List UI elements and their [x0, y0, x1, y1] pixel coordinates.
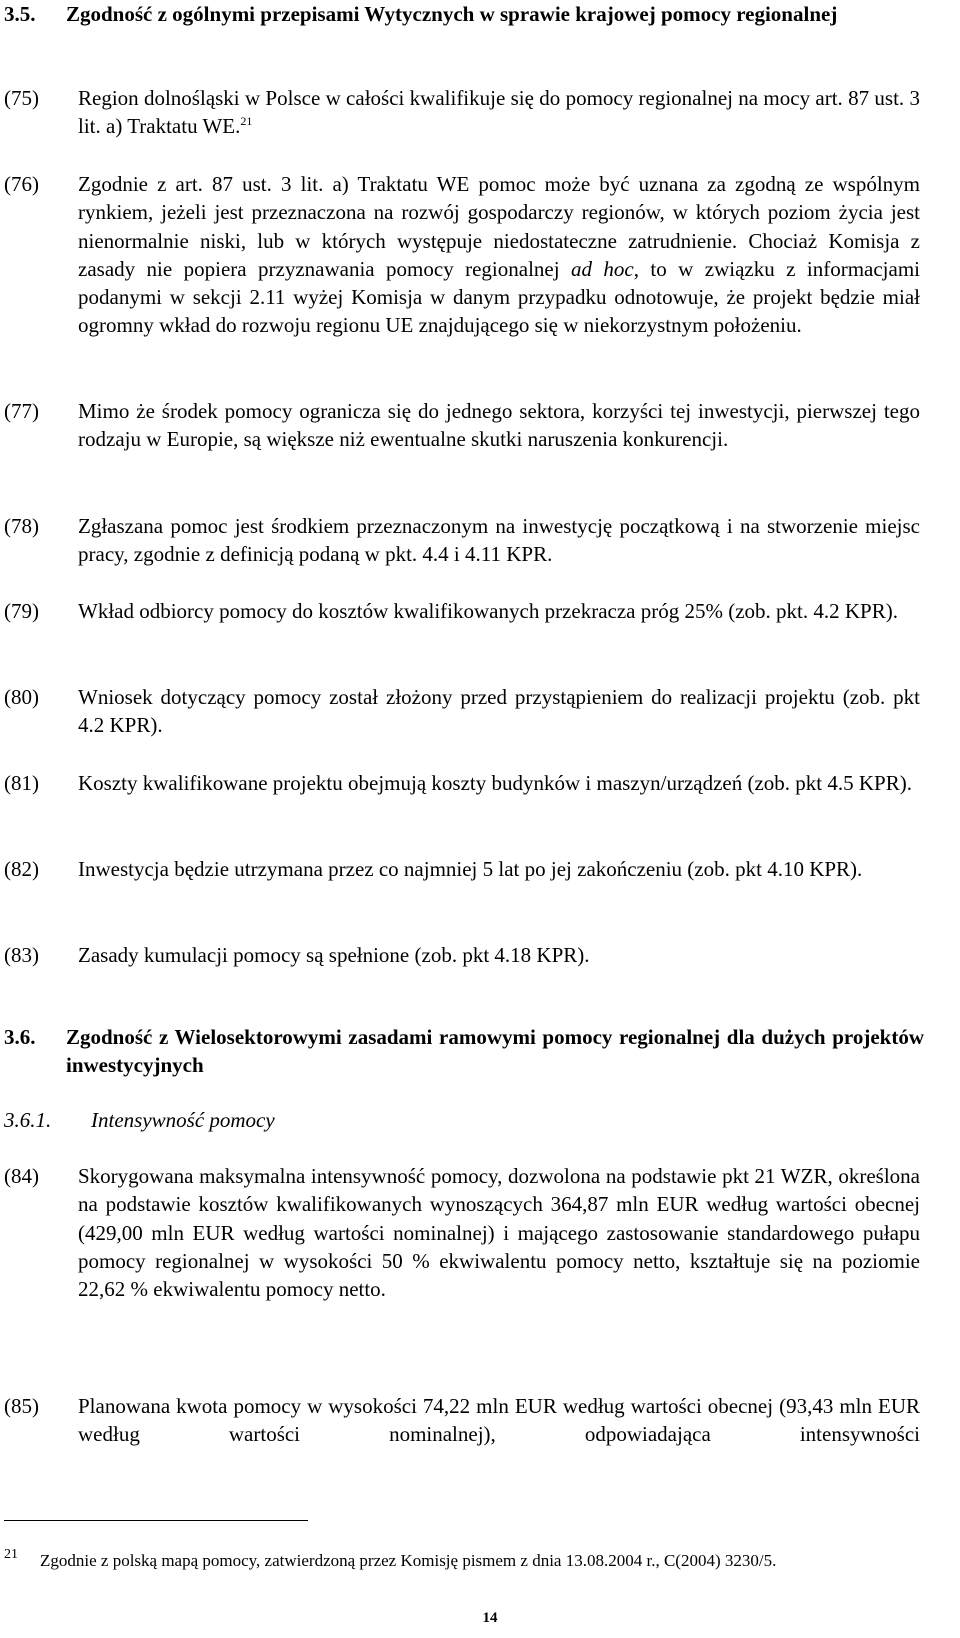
footnote-reference[interactable]: 21: [240, 114, 253, 129]
paragraph-number: (82): [4, 857, 39, 881]
paragraph-number: (85): [4, 1394, 39, 1418]
paragraph-76: [4, 170, 920, 340]
paragraph-text: Inwestycja będzie utrzymana przez co najmniej 5 lat po jej zakończeniu (zob. pkt 4.10 KPR).: [78, 857, 863, 881]
subsection-heading-3-6-1: [4, 1106, 904, 1134]
section-number: 3.5.: [4, 2, 36, 26]
footnote-text: Zgodnie z polską mapą pomocy, zatwierdzoną przez Komisję pismem z dnia 13.08.2004 r., C(2004) 3230/5.: [40, 1551, 777, 1570]
section-heading-3-6: [4, 1023, 924, 1079]
paragraph-number: (75): [4, 86, 39, 110]
paragraph-number: (81): [4, 771, 39, 795]
paragraph-75-text: Region dolnośląski w Polsce w całości kwalifikuje się do pomocy regionalnej na mocy art. 87 ust. 3 lit. a) Traktatu WE.: [78, 86, 920, 139]
paragraph-text: Skorygowana maksymalna intensywność pomocy, dozwolona na podstawie pkt 21 WZR, określona na podstawie kosztów kwalifikowanych wynoszących 364,87 mln EUR według wartości obecnej (429,00 mln EUR według wartości nominalnej) i mającego zastosowanie standardowego pułapu pomocy regionalnej w wysokości 50 % ekwiwalentu pomocy netto, kształtuje się na poziomie 22,62 % ekwiwalentu pomocy netto.: [78, 1164, 920, 1302]
paragraph-number: (80): [4, 685, 39, 709]
footnote-separator: [4, 1520, 308, 1521]
subsection-title: Intensywność pomocy: [91, 1108, 275, 1132]
paragraph-text: Wkład odbiorcy pomocy do kosztów kwalifikowanych przekracza próg 25% (zob. pkt. 4.2 KPR).: [78, 599, 898, 623]
section-number: 3.6.: [4, 1025, 36, 1049]
subsection-number: 3.6.1.: [4, 1108, 52, 1132]
paragraph-text: [78, 84, 920, 141]
paragraph-79: [4, 597, 920, 625]
paragraph-80: [4, 683, 920, 740]
paragraph-number: (84): [4, 1164, 39, 1188]
paragraph-number: (83): [4, 943, 39, 967]
italic-term: ad hoc: [571, 256, 634, 281]
paragraph-text: Planowana kwota pomocy w wysokości 74,22 mln EUR według wartości obecnej (93,43 mln EUR według wartości nominalnej), odpowiadająca intensywności: [78, 1394, 920, 1447]
paragraph-number: (78): [4, 514, 39, 538]
section-title: Zgodność z Wielosektorowymi zasadami ramowymi pomocy regionalnej dla dużych projektów inwestycyjnych: [66, 1025, 924, 1077]
paragraph-75: [4, 84, 920, 141]
paragraph-77: [4, 397, 920, 454]
paragraph-text: [78, 170, 920, 340]
page-number: 14: [482, 1610, 498, 1626]
paragraph-76-text-part-1: Zgodnie z art. 87 ust. 3 lit. a) Traktatu WE pomoc może być uznana za zgodną ze wspólnym rynkiem, jeżeli jest przeznaczona na rozwój gospodarczy regionów, w których poziom życia jest nienormalnie niski, lub w których występuje niedostateczne zatrudnienie. Chociaż Komisja z zasady nie popiera przyznawania pomocy regionalnej: [78, 172, 920, 281]
paragraph-83: [4, 941, 920, 969]
paragraph-78: [4, 512, 920, 569]
paragraph-85: [4, 1392, 920, 1449]
section-title: Zgodność z ogólnymi przepisami Wytycznych w sprawie krajowej pomocy regionalnej: [66, 2, 838, 26]
paragraph-82: [4, 855, 920, 883]
paragraph-text: Koszty kwalifikowane projektu obejmują koszty budynków i maszyn/urządzeń (zob. pkt 4.5 KPR).: [78, 771, 912, 795]
paragraph-84: [4, 1162, 920, 1303]
paragraph-text: Wniosek dotyczący pomocy został złożony przed przystąpieniem do realizacji projektu (zob. pkt 4.2 KPR).: [78, 685, 920, 738]
paragraph-number: (79): [4, 599, 39, 623]
footnote-21: [4, 1547, 924, 1572]
paragraph-number: (76): [4, 172, 39, 196]
paragraph-text: Zgłaszana pomoc jest środkiem przeznaczonym na inwestycję początkową i na stworzenie miejsc pracy, zgodnie z definicją podaną w pkt. 4.4 i 4.11 KPR.: [78, 514, 920, 567]
paragraph-76-text-part-2: , to w związku z informacjami podanymi w sekcji 2.11 wyżej Komisja w danym przypadku odnotowuje, że projekt będzie miał ogromny wkład do rozwoju regionu UE znajdującego się w niekorzystnym położeniu.: [78, 256, 921, 338]
paragraph-text: Mimo że środek pomocy ogranicza się do jednego sektora, korzyści tej inwestycji, pierwszej tego rodzaju w Europie, są większe niż ewentualne skutki naruszenia konkurencji.: [78, 399, 920, 452]
paragraph-81: [4, 769, 920, 797]
paragraph-text: Zasady kumulacji pomocy są spełnione (zob. pkt 4.18 KPR).: [78, 943, 590, 967]
footnote-number: 21: [4, 1547, 18, 1562]
paragraph-number: (77): [4, 399, 39, 423]
section-heading-3-5: [4, 0, 924, 28]
